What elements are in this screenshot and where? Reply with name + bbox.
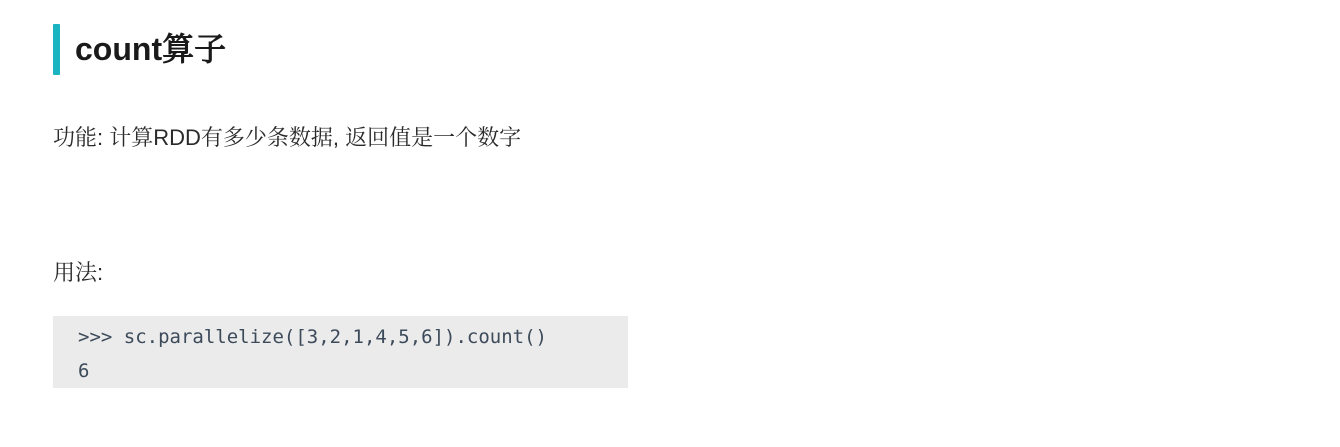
code-block — [53, 316, 628, 388]
function-description: 功能: 计算RDD有多少条数据, 返回值是一个数字 — [53, 125, 522, 150]
page-title: count算子 — [75, 31, 227, 67]
heading-accent-bar — [53, 24, 60, 75]
code-input-line: >>> sc.parallelize([3,2,1,4,5,6]).count() — [78, 326, 547, 348]
section-heading — [53, 24, 226, 75]
code-output-line: 6 — [78, 360, 90, 382]
usage-label: 用法: — [53, 260, 104, 285]
